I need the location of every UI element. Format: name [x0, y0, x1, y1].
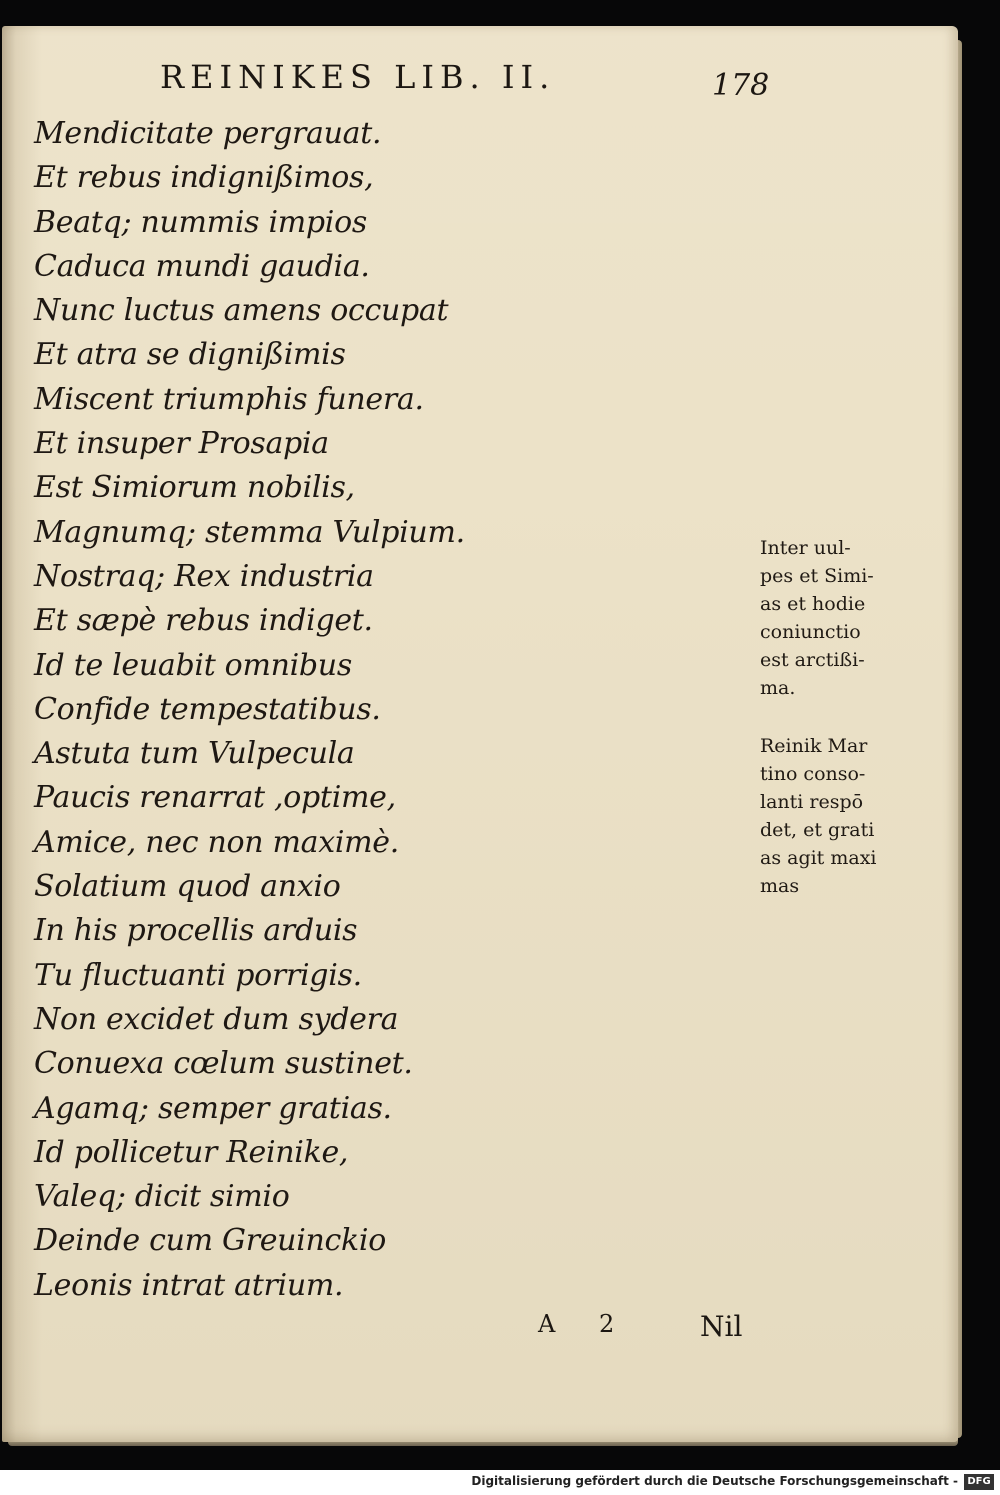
- verse-line: Miscent triumphis funera.: [34, 381, 424, 417]
- verse-line: Agamq; semper gratias.: [34, 1090, 392, 1126]
- marginal-note-1: [760, 534, 910, 702]
- running-head: REINIKES LIB. II.: [160, 58, 556, 96]
- verse-line: Conuexa cœlum sustinet.: [34, 1046, 413, 1082]
- signature-mark: A 2: [538, 1310, 633, 1338]
- marginal-note-line: pes et Simi-: [760, 565, 874, 587]
- marginal-note-line: est arctißi-: [760, 649, 865, 671]
- verse-line: Non excidet dum sydera: [34, 1001, 399, 1037]
- dfg-logo-icon: DFG: [964, 1474, 994, 1490]
- verse-line: Et sæpè rebus indiget.: [34, 603, 373, 639]
- verse-line: Valeq; dicit simio: [34, 1179, 290, 1215]
- verse-line: Et rebus indignißimos,: [34, 160, 374, 196]
- verse-line: Et atra se dignißimis: [34, 337, 346, 373]
- verse-line: Leonis intrat atrium.: [34, 1267, 344, 1303]
- marginal-note-line: det, et grati: [760, 819, 875, 841]
- verse-line: Id te leuabit omnibus: [34, 647, 352, 683]
- marginal-note-2: [760, 732, 910, 900]
- verse-line: In his procellis arduis: [34, 913, 358, 949]
- marginal-note-line: as agit maxi: [760, 847, 877, 869]
- marginal-note-line: as et hodie: [760, 593, 866, 615]
- digitization-footer: [0, 1470, 1000, 1495]
- marginal-note-line: coniunctio: [760, 621, 861, 643]
- digitization-credit: Digitalisierung gefördert durch die Deutsche Forschungsgemeinschaft -: [471, 1474, 958, 1488]
- marginal-note-line: ma.: [760, 677, 796, 699]
- verse-line: Astuta tum Vulpecula: [34, 736, 355, 772]
- verse-text: [34, 112, 554, 1308]
- verse-line: Deinde cum Greuinckio: [34, 1223, 386, 1259]
- marginal-note-line: Reinik Mar: [760, 735, 868, 757]
- verse-line: Caduca mundi gaudia.: [34, 248, 370, 284]
- verse-line: Beatq; nummis impios: [34, 204, 367, 240]
- verse-line: Et insuper Prosapia: [34, 426, 329, 462]
- verse-line: Tu fluctuanti porrigis.: [34, 957, 362, 993]
- marginal-note-line: Inter uul-: [760, 537, 851, 559]
- verse-line: Nostraq; Rex industria: [34, 558, 374, 594]
- verse-line: Amice, nec non maximè.: [34, 824, 399, 860]
- verse-line: Est Simiorum nobilis,: [34, 470, 355, 506]
- catchword: Nil: [700, 1310, 743, 1343]
- marginal-note-line: mas: [760, 875, 800, 897]
- page-number: 178: [712, 68, 770, 103]
- verse-line: Nunc luctus amens occupat: [34, 293, 449, 329]
- verse-line: Id pollicetur Reinike,: [34, 1134, 349, 1170]
- marginal-note-line: tino conso-: [760, 763, 866, 785]
- verse-line: Mendicitate pergrauat.: [34, 116, 382, 151]
- verse-line: Paucis renarrat ,optime,: [34, 780, 396, 816]
- verse-line: Solatium quod anxio: [34, 869, 341, 905]
- verse-line: Magnumq; stemma Vulpium.: [34, 514, 465, 550]
- verse-line: Confide tempestatibus.: [34, 691, 381, 727]
- marginal-note-line: lanti respō: [760, 791, 864, 813]
